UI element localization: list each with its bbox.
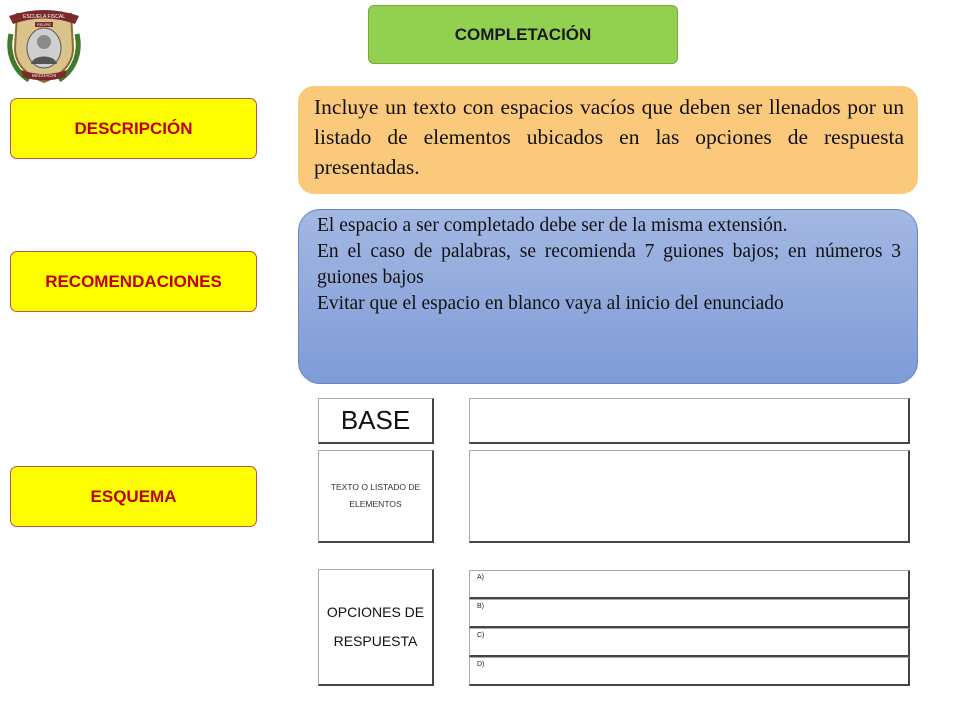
base-blank-box bbox=[469, 398, 910, 444]
texto-blank-box bbox=[469, 450, 910, 543]
crest-name-text: FELIPE bbox=[37, 22, 51, 27]
page-title: COMPLETACIÓN bbox=[368, 5, 678, 64]
recomendaciones-label: RECOMENDACIONES bbox=[10, 251, 257, 312]
recomendacion-item: Evitar que el espacio en blanco vaya al inicio del enunciado bbox=[317, 293, 784, 314]
recomendacion-item: En el caso de palabras, se recomienda 7 guiones bajos; en números 3 guiones bajos bbox=[317, 241, 901, 288]
descripcion-text: Incluye un texto con espacios vacíos que deben ser llenados por un listado de elementos ubicados en las opciones de respuesta presentadas. bbox=[314, 95, 904, 179]
option-row-a bbox=[469, 570, 910, 599]
descripcion-label: DESCRIPCIÓN bbox=[10, 98, 257, 159]
opciones-label-box bbox=[318, 569, 434, 686]
opciones-label: OPCIONES DE RESPUESTA bbox=[326, 604, 425, 649]
crest-banner-text: ESCUELA FISCAL bbox=[23, 14, 65, 20]
recomendacion-item: El espacio a ser completado debe ser de la misma extensión. bbox=[317, 215, 788, 236]
school-crest-logo bbox=[3, 4, 85, 88]
texto-label-box bbox=[318, 450, 434, 543]
base-label: BASE bbox=[340, 405, 411, 435]
esquema-label: ESQUEMA bbox=[10, 466, 257, 527]
option-label: D) bbox=[477, 661, 485, 668]
texto-label: TEXTO O LISTADO DE ELEMENTOS bbox=[330, 482, 421, 509]
option-label: C) bbox=[477, 632, 485, 639]
option-row-d bbox=[469, 657, 910, 686]
base-label-box bbox=[318, 398, 434, 444]
option-label: B) bbox=[477, 603, 484, 610]
option-label: A) bbox=[477, 574, 484, 581]
crest-bottom-text: MACHACHI bbox=[31, 73, 57, 78]
option-row-b bbox=[469, 599, 910, 628]
option-row-c bbox=[469, 628, 910, 657]
recomendaciones-box bbox=[298, 209, 918, 384]
descripcion-box bbox=[298, 86, 918, 194]
